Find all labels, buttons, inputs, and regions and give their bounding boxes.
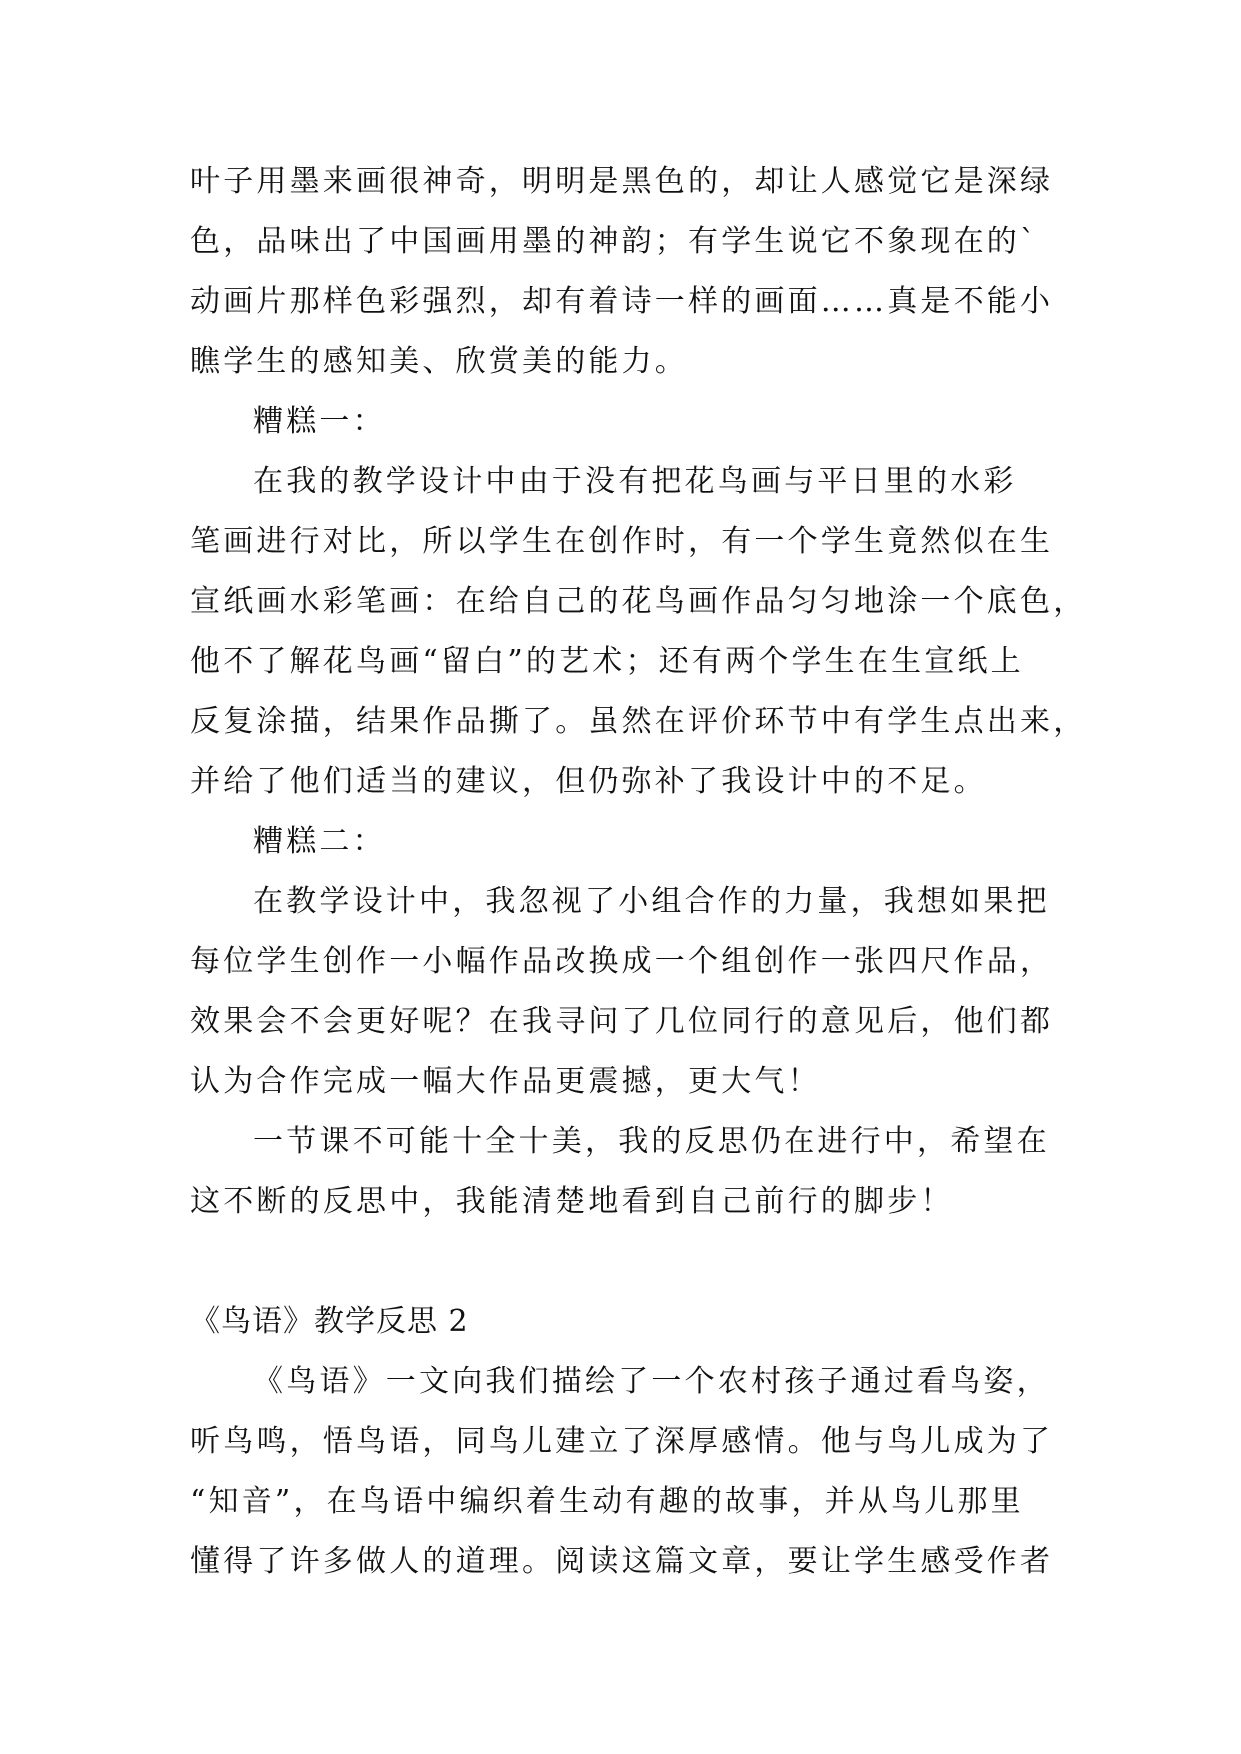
- paragraph-mistake-two: [190, 872, 1060, 1112]
- text-line: 瞧学生的感知美、欣赏美的能力。: [190, 344, 688, 379]
- text-line: 反复涂描，结果作品撕了。虽然在评价环节中有学生点出来，: [190, 704, 1087, 739]
- section-spacer: [190, 1232, 1060, 1292]
- heading-mistake-two: 糟糕二：: [253, 824, 386, 859]
- text-line: 认为合作完成一幅大作品更震撼，更大气！: [190, 1064, 821, 1099]
- text-line: 懂得了许多做人的道理。阅读这篇文章，要让学生感受作者: [190, 1544, 1054, 1579]
- text-line: 他不了解花鸟画“留白”的艺术；还有两个学生在生宣纸上: [190, 644, 1024, 679]
- text-line: 在我的教学设计中由于没有把花鸟画与平日里的水彩: [253, 464, 1017, 499]
- text-line: 叶子用墨来画很神奇，明明是黑色的，却让人感觉它是深绿: [190, 164, 1054, 199]
- text-line: 动画片那样色彩强烈，却有着诗一样的画面……真是不能小: [190, 284, 1054, 319]
- text-line: 并给了他们适当的建议，但仍弥补了我设计中的不足。: [190, 764, 987, 799]
- heading-mistake-one: 糟糕一：: [253, 404, 386, 439]
- paragraph-mistake-one: [190, 452, 1087, 812]
- section-title: 《鸟语》教学反思 2: [190, 1304, 469, 1339]
- text-line: 笔画进行对比，所以学生在创作时，有一个学生竟然似在生: [190, 524, 1054, 559]
- text-line: 一节课不可能十全十美，我的反思仍在进行中，希望在: [253, 1124, 1050, 1159]
- text-line: 《鸟语》一文向我们描绘了一个农村孩子通过看鸟姿，: [253, 1364, 1050, 1399]
- document-page: [190, 152, 1087, 1592]
- text-line: 每位学生创作一小幅作品改换成一个组创作一张四尺作品，: [190, 944, 1054, 979]
- paragraph-conclusion: [190, 1112, 1060, 1232]
- text-line: 这不断的反思中，我能清楚地看到自己前行的脚步！: [190, 1184, 954, 1219]
- paragraph-bird-language: [190, 1352, 1060, 1592]
- text-line: 宣纸画水彩笔画：在给自己的花鸟画作品匀匀地涂一个底色，: [190, 584, 1087, 619]
- paragraph-leaf-ink: [190, 152, 1060, 392]
- text-line: 在教学设计中，我忽视了小组合作的力量，我想如果把: [253, 884, 1050, 919]
- text-line: 效果会不会更好呢？在我寻问了几位同行的意见后，他们都: [190, 1004, 1054, 1039]
- text-line: “知音”，在鸟语中编织着生动有趣的故事，并从鸟儿那里: [190, 1484, 1024, 1519]
- text-line: 听鸟鸣，悟鸟语，同鸟儿建立了深厚感情。他与鸟儿成为了: [190, 1424, 1054, 1459]
- text-line: 色，品味出了中国画用墨的神韵；有学生说它不象现在的`: [190, 224, 1039, 259]
